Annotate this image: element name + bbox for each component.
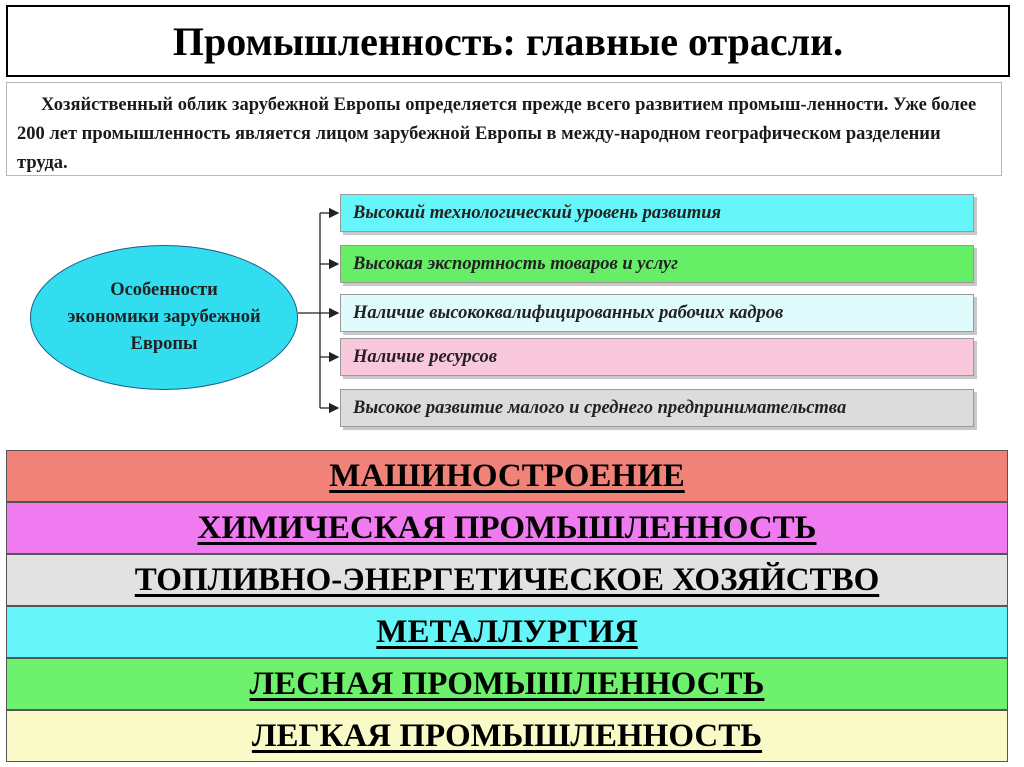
ellipse-label: Особенности экономики зарубежной Европы — [67, 280, 261, 354]
page-title: Промышленность: главные отрасли. — [6, 5, 1010, 77]
intro-paragraph: Хозяйственный облик зарубежной Европы определяется прежде всего развитием промыш-ленности. Уже более 200 лет промышленность является лицом зарубежной Европы в между-народном географическом разделении труда. — [6, 82, 1002, 176]
industry-row: МЕТАЛЛУРГИЯ — [6, 606, 1008, 658]
economy-features-ellipse — [30, 245, 298, 390]
industry-row: МАШИНОСТРОЕНИЕ — [6, 450, 1008, 502]
industry-row: ЛЕСНАЯ ПРОМЫШЛЕННОСТЬ — [6, 658, 1008, 710]
feature-box: Высокий технологический уровень развития — [340, 194, 974, 232]
feature-box: Высокое развитие малого и среднего предпринимательства — [340, 389, 974, 427]
industry-row: ХИМИЧЕСКАЯ ПРОМЫШЛЕННОСТЬ — [6, 502, 1008, 554]
feature-box: Наличие ресурсов — [340, 338, 974, 376]
industry-row: ТОПЛИВНО-ЭНЕРГЕТИЧЕСКОЕ ХОЗЯЙСТВО — [6, 554, 1008, 606]
feature-box: Высокая экспортность товаров и услуг — [340, 245, 974, 283]
industry-row: ЛЕГКАЯ ПРОМЫШЛЕННОСТЬ — [6, 710, 1008, 762]
feature-box: Наличие высококвалифицированных рабочих кадров — [340, 294, 974, 332]
